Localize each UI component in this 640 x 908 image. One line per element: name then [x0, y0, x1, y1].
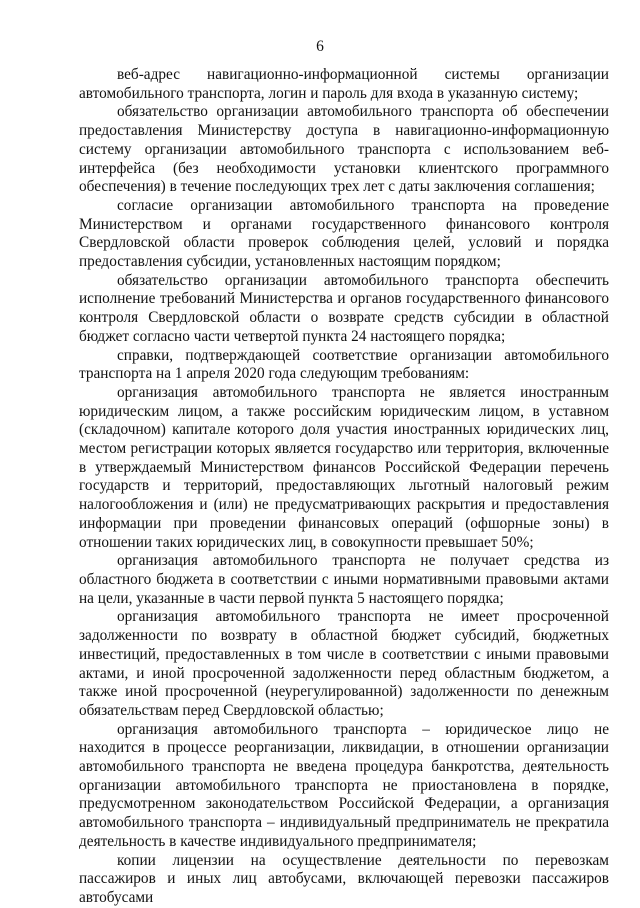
paragraph-web-address: веб-адрес навигационно-информационной системы организации автомобильного транспорта, логин и пароль для входа в указанную систему;: [79, 66, 609, 102]
paragraph-audit-consent: согласие организации автомобильного транспорта на проведение Министерством и органами государственного финансового контроля Свердловской области проверок соблюдения целей, условий и порядка предоставления субсидии, установленных настоящим порядком;: [79, 196, 609, 271]
paragraph-no-other-budget-funds: организация автомобильного транспорта не получает средства из областного бюджета в соответствии с иными нормативными правовыми актами на цели, указанные в части первой пункта 5 настоящего порядка;: [79, 552, 609, 607]
document-body: [79, 66, 609, 908]
paragraph-compliance-certificate: справки, подтверждающей соответствие организации автомобильного транспорта на 1 апреля 2020 года следующим требованиям:: [79, 346, 609, 383]
paragraph-license-copies: копии лицензии на осуществление деятельности по перевозкам пассажиров и иных лиц автобусами, включающей перевозки пассажиров автобусами: [79, 851, 609, 906]
paragraph-no-overdue-debt: организация автомобильного транспорта не имеет просроченной задолженности по возврату в областной бюджет субсидий, бюджетных инвестиций, предоставленных в том числе в соответствии с иными правовыми актами, и иной просроченной задолженности перед областным бюджетом, а также иной просроченной (неурегулированной) задолженности по денежным обязательствам перед Свердловской областью;: [79, 608, 609, 719]
page-number: 6: [316, 38, 324, 55]
paragraph-refund-obligation: обязательство организации автомобильного транспорта обеспечить исполнение требований Министерства и органов государственного финансового контроля Свердловской области о возврате средств субсидии в областной бюджет согласно части четвертой пункта 24 настоящего порядка;: [79, 271, 609, 345]
paragraph-not-foreign-entity: организация автомобильного транспорта не является иностранным юридическим лицом, а также российским юридическим лицом, в уставном (складочном) капитале которого доля участия иностранных юридических лиц, местом регистрации которых является государство или территория, включенные в утверждаемый Министерством финансов Российской Федерации перечень государств и территорий, предоставляющих льготный налоговый режим налогообложения и (или) не предусматривающих раскрытия и предоставления информации при проведении финансовых операций (офшорные зоны) в отношении таких юридических лиц, в совокупности превышает 50%;: [79, 383, 609, 551]
paragraph-no-reorganization: организация автомобильного транспорта – юридическое лицо не находится в процессе реорганизации, ликвидации, в отношении организации автомобильного транспорта не введена процедура банкротства, деятельность организации автомобильного транспорта не приостановлена в порядке, предусмотренном законодательством Российской Федерации, а организация автомобильного транспорта – индивидуальный предприниматель не прекратила деятельность в качестве индивидуального предпринимателя;: [79, 720, 609, 850]
paragraph-access-obligation: обязательство организации автомобильного транспорта об обеспечении предоставления Министерству доступа в навигационно-информационную систему организации автомобильного транспорта с использованием веб-интерфейса (без необходимости установки клиентского программного обеспечения) в течение последующих трех лет с даты заключения соглашения;: [79, 103, 609, 196]
